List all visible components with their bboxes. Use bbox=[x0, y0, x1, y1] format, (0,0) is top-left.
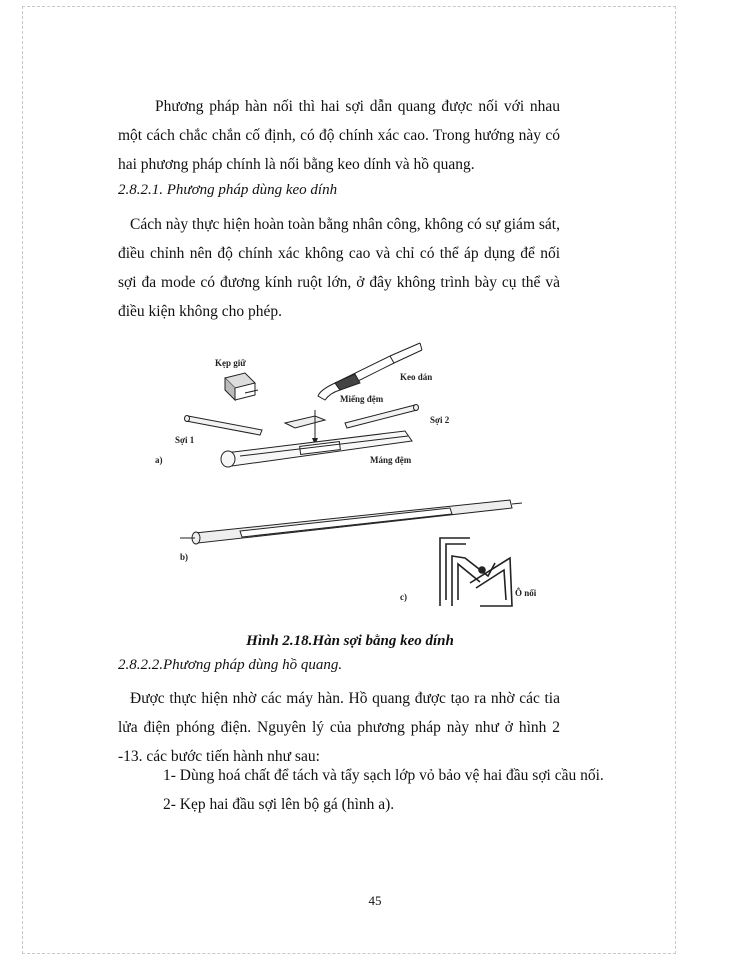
step-item: 2- Kẹp hai đầu sợi lên bộ gá (hình a). bbox=[163, 796, 395, 813]
label-b: b) bbox=[180, 552, 189, 562]
label-soi-2: Sợi 2 bbox=[430, 415, 450, 425]
label-keo-dan: Keo dán bbox=[400, 372, 433, 382]
figure-glue-splice bbox=[150, 338, 537, 618]
pad-drawing bbox=[285, 416, 325, 428]
label-mang-dem: Máng đệm bbox=[370, 455, 412, 465]
heading-arc-method: 2.8.2.2.Phương pháp dùng hồ quang. bbox=[118, 657, 343, 673]
label-mieng-dem: Miếng đệm bbox=[340, 394, 384, 404]
paragraph-arc-method: Được thực hiện nhờ các máy hàn. Hồ quang được tạo ra nhờ các tia lửa điện phóng điện. Nguyên lý của phương pháp này như ở hình 2 -13. các bước tiến hành như sau: bbox=[118, 690, 560, 765]
step-item: 1- Dùng hoá chất để tách và tẩy sạch lớp vỏ bảo vệ hai đầu sợi cầu nối. bbox=[163, 767, 604, 784]
fiber-1-drawing bbox=[185, 416, 263, 436]
label-a: a) bbox=[155, 455, 163, 465]
label-o-noi: Ô nối bbox=[515, 588, 537, 598]
fiber-2-drawing bbox=[345, 405, 419, 429]
label-soi-1: Sợi 1 bbox=[175, 435, 195, 445]
label-kep-giu: Kẹp giữ bbox=[215, 358, 246, 368]
figure-caption: Hình 2.18.Hàn sợi bằng keo dính bbox=[246, 633, 454, 649]
connector-c-drawing bbox=[440, 538, 512, 606]
clamp-drawing bbox=[225, 373, 258, 400]
paragraph-intro: Phương pháp hàn nối thì hai sợi dẫn quang được nối với nhau một cách chắc chắn cố định, có độ chính xác cao. Trong hướng này có hai phương pháp chính là nối bằng keo dính và hồ quang. bbox=[118, 98, 560, 173]
label-c: c) bbox=[400, 592, 407, 602]
page-number: 45 bbox=[368, 893, 382, 908]
paragraph-glue-method: Cách này thực hiện hoàn toàn bằng nhân công, không có sự giám sát, điều chỉnh nên độ chính xác không cao và chỉ có thể áp dụng để nối sợi đa mode có đương kính ruột lớn, ở đây không trình bày cụ thể và điều kiện không cho phép. bbox=[118, 216, 560, 320]
heading-glue-method: 2.8.2.1. Phương pháp dùng keo dính bbox=[118, 182, 338, 198]
assembly-b-drawing bbox=[180, 500, 522, 544]
